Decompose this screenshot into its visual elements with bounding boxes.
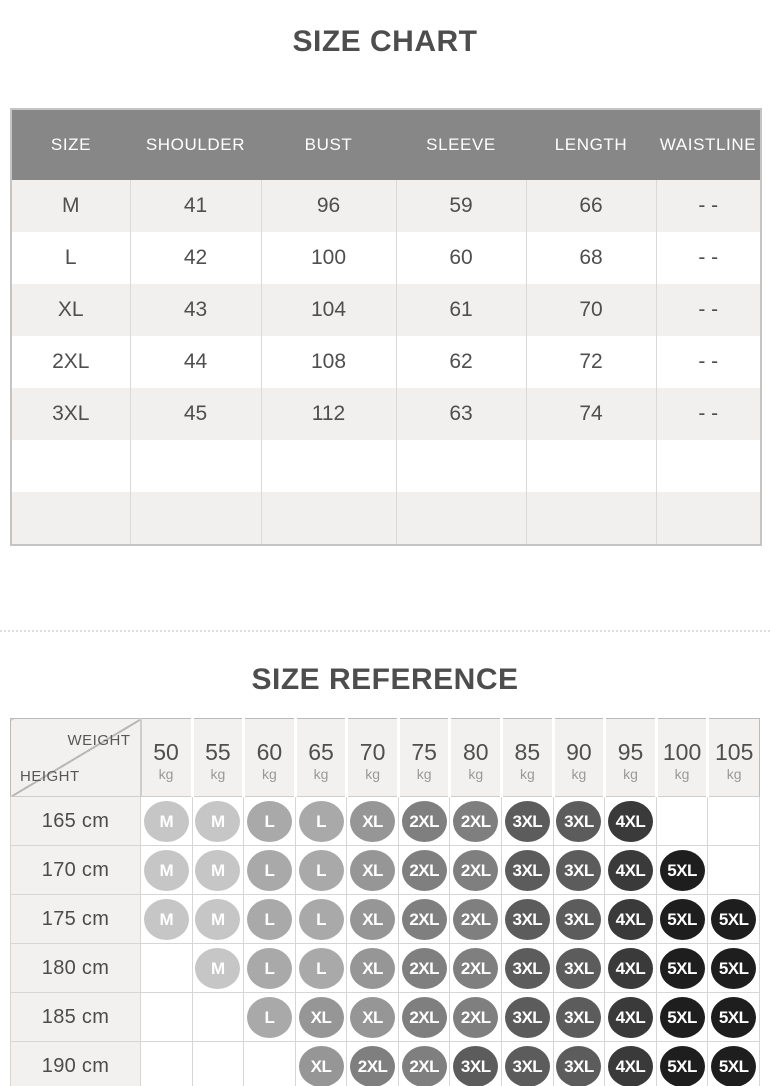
weight-header-cell bbox=[502, 719, 554, 797]
size-cell bbox=[347, 895, 399, 944]
size-chart-cell bbox=[130, 440, 261, 492]
size-chart-header-cell: SLEEVE bbox=[396, 109, 526, 180]
size-dot: XL bbox=[299, 1046, 344, 1086]
size-cell bbox=[450, 1042, 502, 1086]
size-dot: M bbox=[195, 801, 240, 842]
size-chart-header-cell: BUST bbox=[261, 109, 396, 180]
size-dot: 5XL bbox=[711, 997, 756, 1038]
size-chart-row bbox=[11, 284, 761, 336]
size-dot: M bbox=[144, 899, 189, 940]
size-chart-cell: 72 bbox=[526, 336, 656, 388]
size-cell bbox=[656, 993, 708, 1042]
size-chart-cell: 108 bbox=[261, 336, 396, 388]
weight-header-cell bbox=[656, 719, 708, 797]
size-chart-cell bbox=[11, 492, 130, 545]
size-dot: 2XL bbox=[453, 948, 498, 989]
size-dot: L bbox=[299, 801, 344, 842]
size-chart-cell bbox=[261, 492, 396, 545]
size-cell bbox=[450, 993, 502, 1042]
size-chart-cell bbox=[396, 492, 526, 545]
size-cell bbox=[141, 846, 193, 895]
size-cell bbox=[192, 993, 244, 1042]
size-cell bbox=[141, 993, 193, 1042]
size-chart-cell: XL bbox=[11, 284, 130, 336]
size-cell bbox=[295, 895, 347, 944]
size-chart-cell: 3XL bbox=[11, 388, 130, 440]
size-chart-row bbox=[11, 440, 761, 492]
size-chart-table bbox=[10, 108, 762, 546]
height-label-cell: 185 cm bbox=[11, 993, 141, 1042]
size-cell bbox=[244, 944, 296, 993]
size-chart-cell: - - bbox=[656, 284, 761, 336]
size-dot: M bbox=[144, 850, 189, 891]
size-dot: XL bbox=[350, 850, 395, 891]
size-cell bbox=[347, 993, 399, 1042]
size-chart-cell: 68 bbox=[526, 232, 656, 284]
size-cell bbox=[347, 944, 399, 993]
size-dot: 5XL bbox=[711, 899, 756, 940]
size-dot: 5XL bbox=[660, 948, 705, 989]
size-chart-cell bbox=[656, 492, 761, 545]
size-dot: L bbox=[247, 899, 292, 940]
size-cell bbox=[708, 797, 760, 846]
height-label-cell: 190 cm bbox=[11, 1042, 141, 1086]
size-cell bbox=[553, 895, 605, 944]
weight-header-cell bbox=[141, 719, 193, 797]
size-reference-row bbox=[11, 1042, 760, 1086]
size-dot: 3XL bbox=[556, 948, 601, 989]
size-dot: L bbox=[247, 948, 292, 989]
size-reference-row bbox=[11, 895, 760, 944]
size-cell bbox=[605, 1042, 657, 1086]
size-dot: 5XL bbox=[660, 899, 705, 940]
size-cell bbox=[347, 846, 399, 895]
size-chart-cell: - - bbox=[656, 180, 761, 232]
size-dot: L bbox=[299, 850, 344, 891]
size-cell bbox=[450, 797, 502, 846]
size-reference-table bbox=[10, 718, 760, 1086]
size-cell bbox=[656, 1042, 708, 1086]
size-chart-cell: 104 bbox=[261, 284, 396, 336]
size-cell bbox=[656, 797, 708, 846]
size-dot: 5XL bbox=[711, 1046, 756, 1086]
size-cell bbox=[502, 993, 554, 1042]
size-cell bbox=[450, 846, 502, 895]
size-chart-cell: L bbox=[11, 232, 130, 284]
weight-value: 65 bbox=[308, 738, 334, 765]
size-chart-row bbox=[11, 388, 761, 440]
dashed-divider bbox=[0, 630, 770, 632]
size-chart-cell: - - bbox=[656, 388, 761, 440]
weight-value: 60 bbox=[256, 738, 283, 765]
size-cell bbox=[141, 944, 193, 993]
size-chart-cell: 96 bbox=[261, 180, 396, 232]
size-dot: 3XL bbox=[556, 801, 601, 842]
size-cell bbox=[605, 895, 657, 944]
size-cell bbox=[656, 846, 708, 895]
height-label-cell: 165 cm bbox=[11, 797, 141, 846]
size-cell bbox=[141, 797, 193, 846]
size-reference-row bbox=[11, 797, 760, 846]
size-chart-cell: 61 bbox=[396, 284, 526, 336]
size-dot: 3XL bbox=[505, 850, 550, 891]
weight-unit: kg bbox=[262, 765, 277, 782]
size-chart-row bbox=[11, 232, 761, 284]
size-dot: 2XL bbox=[453, 850, 498, 891]
size-dot: M bbox=[195, 899, 240, 940]
weight-unit: kg bbox=[726, 765, 742, 782]
size-chart-cell: 45 bbox=[130, 388, 261, 440]
weight-unit: kg bbox=[674, 765, 690, 782]
weight-header-cell bbox=[295, 719, 347, 797]
size-cell bbox=[708, 1042, 760, 1086]
size-cell bbox=[244, 895, 296, 944]
weight-header-cell bbox=[450, 719, 502, 797]
size-dot: 5XL bbox=[660, 997, 705, 1038]
size-chart-cell bbox=[261, 440, 396, 492]
size-dot: 4XL bbox=[608, 801, 653, 842]
weight-value: 100 bbox=[662, 738, 702, 765]
size-dot: 3XL bbox=[556, 997, 601, 1038]
size-cell bbox=[347, 797, 399, 846]
size-reference-row bbox=[11, 944, 760, 993]
size-chart-cell: 59 bbox=[396, 180, 526, 232]
size-cell bbox=[295, 846, 347, 895]
size-cell bbox=[398, 895, 450, 944]
size-cell bbox=[192, 944, 244, 993]
size-dot: L bbox=[247, 801, 292, 842]
weight-unit: kg bbox=[468, 765, 484, 782]
height-label-cell: 170 cm bbox=[11, 846, 141, 895]
weight-value: 75 bbox=[411, 738, 437, 765]
size-chart-cell: 43 bbox=[130, 284, 261, 336]
size-cell bbox=[553, 846, 605, 895]
size-cell bbox=[141, 895, 193, 944]
size-dot: XL bbox=[350, 997, 395, 1038]
size-cell bbox=[502, 895, 554, 944]
size-cell bbox=[605, 944, 657, 993]
size-cell bbox=[295, 797, 347, 846]
weight-unit: kg bbox=[158, 765, 174, 782]
size-reference-table-head bbox=[11, 719, 760, 797]
size-dot: 3XL bbox=[505, 948, 550, 989]
size-cell bbox=[398, 1042, 450, 1086]
size-dot: XL bbox=[350, 948, 395, 989]
weight-value: 80 bbox=[462, 738, 489, 765]
size-chart-cell: 66 bbox=[526, 180, 656, 232]
size-cell bbox=[502, 944, 554, 993]
size-cell bbox=[605, 846, 657, 895]
size-cell bbox=[450, 944, 502, 993]
size-dot: L bbox=[247, 997, 292, 1038]
size-chart-cell bbox=[11, 440, 130, 492]
size-reference-table-body bbox=[11, 797, 760, 1086]
weight-header-cell bbox=[244, 719, 296, 797]
size-chart-cell bbox=[656, 440, 761, 492]
size-cell bbox=[656, 895, 708, 944]
size-dot: 4XL bbox=[608, 948, 653, 989]
size-chart-cell: 100 bbox=[261, 232, 396, 284]
size-dot: 2XL bbox=[453, 801, 498, 842]
size-cell bbox=[708, 895, 760, 944]
weight-header-cell bbox=[347, 719, 399, 797]
weight-value: 95 bbox=[617, 738, 644, 765]
size-cell bbox=[605, 993, 657, 1042]
size-chart-table-head bbox=[11, 109, 761, 180]
size-chart-header-cell: WAISTLINE bbox=[656, 109, 761, 180]
size-chart-header-cell: SHOULDER bbox=[130, 109, 261, 180]
size-reference-header-row bbox=[11, 719, 760, 797]
size-chart-row bbox=[11, 492, 761, 545]
size-dot: XL bbox=[350, 899, 395, 940]
size-cell bbox=[192, 895, 244, 944]
size-reference-title: SIZE REFERENCE bbox=[251, 663, 519, 696]
weight-value: 105 bbox=[714, 738, 754, 765]
size-cell bbox=[398, 944, 450, 993]
size-cell bbox=[192, 846, 244, 895]
size-cell bbox=[553, 1042, 605, 1086]
size-cell bbox=[141, 1042, 193, 1086]
size-chart-row bbox=[11, 336, 761, 388]
corner-height-label: HEIGHT bbox=[20, 768, 80, 785]
size-dot: 2XL bbox=[453, 997, 498, 1038]
size-chart-cell: 41 bbox=[130, 180, 261, 232]
size-cell bbox=[502, 1042, 554, 1086]
size-dot: XL bbox=[350, 801, 395, 842]
size-dot: 2XL bbox=[402, 899, 447, 940]
weight-unit: kg bbox=[365, 765, 380, 782]
size-chart-cell bbox=[526, 492, 656, 545]
size-dot: 4XL bbox=[608, 850, 653, 891]
size-dot: 4XL bbox=[608, 997, 653, 1038]
weight-unit: kg bbox=[571, 765, 587, 782]
size-chart-cell: - - bbox=[656, 232, 761, 284]
corner-weight-label: WEIGHT bbox=[67, 732, 131, 749]
size-chart-cell: 62 bbox=[396, 336, 526, 388]
weight-unit: kg bbox=[623, 765, 638, 782]
weight-header-cell bbox=[605, 719, 657, 797]
weight-height-corner-cell bbox=[11, 719, 141, 797]
size-cell bbox=[708, 993, 760, 1042]
size-cell bbox=[656, 944, 708, 993]
size-dot: 2XL bbox=[402, 1046, 447, 1086]
size-chart-header-row bbox=[11, 109, 761, 180]
size-cell bbox=[398, 993, 450, 1042]
size-dot: 4XL bbox=[608, 899, 653, 940]
size-chart-cell bbox=[130, 492, 261, 545]
size-chart-cell: 60 bbox=[396, 232, 526, 284]
weight-unit: kg bbox=[210, 765, 226, 782]
size-chart-cell: 42 bbox=[130, 232, 261, 284]
size-dot: 5XL bbox=[711, 948, 756, 989]
size-dot: 2XL bbox=[402, 801, 447, 842]
size-dot: 3XL bbox=[505, 997, 550, 1038]
size-chart-header-cell: SIZE bbox=[11, 109, 130, 180]
size-cell bbox=[192, 1042, 244, 1086]
size-chart-row bbox=[11, 180, 761, 232]
size-chart-cell: 44 bbox=[130, 336, 261, 388]
size-cell bbox=[708, 846, 760, 895]
size-dot: 3XL bbox=[556, 1046, 601, 1086]
size-chart-cell: 70 bbox=[526, 284, 656, 336]
size-cell bbox=[553, 993, 605, 1042]
size-cell bbox=[244, 993, 296, 1042]
weight-header-cell bbox=[708, 719, 760, 797]
size-dot: L bbox=[247, 850, 292, 891]
size-cell bbox=[450, 895, 502, 944]
size-cell bbox=[347, 1042, 399, 1086]
size-cell bbox=[502, 846, 554, 895]
size-cell bbox=[605, 797, 657, 846]
size-dot: 2XL bbox=[402, 948, 447, 989]
size-cell bbox=[398, 797, 450, 846]
size-dot: L bbox=[299, 899, 344, 940]
size-dot: 3XL bbox=[556, 850, 601, 891]
size-chart-cell: 74 bbox=[526, 388, 656, 440]
size-chart-table-body bbox=[11, 180, 761, 545]
weight-header-cell bbox=[192, 719, 244, 797]
size-cell bbox=[295, 1042, 347, 1086]
size-reference-row bbox=[11, 846, 760, 895]
size-dot: M bbox=[195, 948, 240, 989]
size-chart-cell: 63 bbox=[396, 388, 526, 440]
weight-header-cell bbox=[398, 719, 450, 797]
size-cell bbox=[398, 846, 450, 895]
weight-header-cell bbox=[553, 719, 605, 797]
size-cell bbox=[244, 1042, 296, 1086]
size-dot: 3XL bbox=[505, 899, 550, 940]
height-label-cell: 175 cm bbox=[11, 895, 141, 944]
size-dot: L bbox=[299, 948, 344, 989]
weight-value: 50 bbox=[153, 738, 179, 765]
size-dot: 2XL bbox=[402, 850, 447, 891]
size-chart-cell: M bbox=[11, 180, 130, 232]
weight-unit: kg bbox=[313, 765, 329, 782]
size-chart-cell: 2XL bbox=[11, 336, 130, 388]
weight-value: 85 bbox=[514, 738, 541, 765]
size-dot: M bbox=[144, 801, 189, 842]
size-chart-cell: 112 bbox=[261, 388, 396, 440]
size-cell bbox=[244, 797, 296, 846]
weight-value: 55 bbox=[205, 738, 231, 765]
size-dot: 4XL bbox=[608, 1046, 653, 1086]
size-dot: 5XL bbox=[660, 850, 705, 891]
size-dot: 3XL bbox=[505, 801, 550, 842]
size-dot: 3XL bbox=[505, 1046, 550, 1086]
weight-value: 70 bbox=[359, 738, 386, 765]
size-chart-cell bbox=[396, 440, 526, 492]
size-chart-cell bbox=[526, 440, 656, 492]
weight-unit: kg bbox=[519, 765, 535, 782]
size-cell bbox=[295, 993, 347, 1042]
size-dot: 2XL bbox=[453, 899, 498, 940]
size-cell bbox=[502, 797, 554, 846]
size-chart-title: SIZE CHART bbox=[292, 25, 478, 58]
size-reference-row bbox=[11, 993, 760, 1042]
size-dot: 2XL bbox=[350, 1046, 395, 1086]
size-dot: XL bbox=[299, 997, 344, 1038]
size-dot: 2XL bbox=[402, 997, 447, 1038]
weight-unit: kg bbox=[416, 765, 432, 782]
size-chart-header-cell: LENGTH bbox=[526, 109, 656, 180]
size-cell bbox=[295, 944, 347, 993]
size-cell bbox=[553, 797, 605, 846]
size-cell bbox=[192, 797, 244, 846]
size-cell bbox=[708, 944, 760, 993]
size-dot: 3XL bbox=[453, 1046, 498, 1086]
weight-value: 90 bbox=[566, 738, 592, 765]
height-label-cell: 180 cm bbox=[11, 944, 141, 993]
size-chart-cell: - - bbox=[656, 336, 761, 388]
size-dot: 3XL bbox=[556, 899, 601, 940]
size-cell bbox=[553, 944, 605, 993]
size-dot: 5XL bbox=[660, 1046, 705, 1086]
size-cell bbox=[244, 846, 296, 895]
size-dot: M bbox=[195, 850, 240, 891]
